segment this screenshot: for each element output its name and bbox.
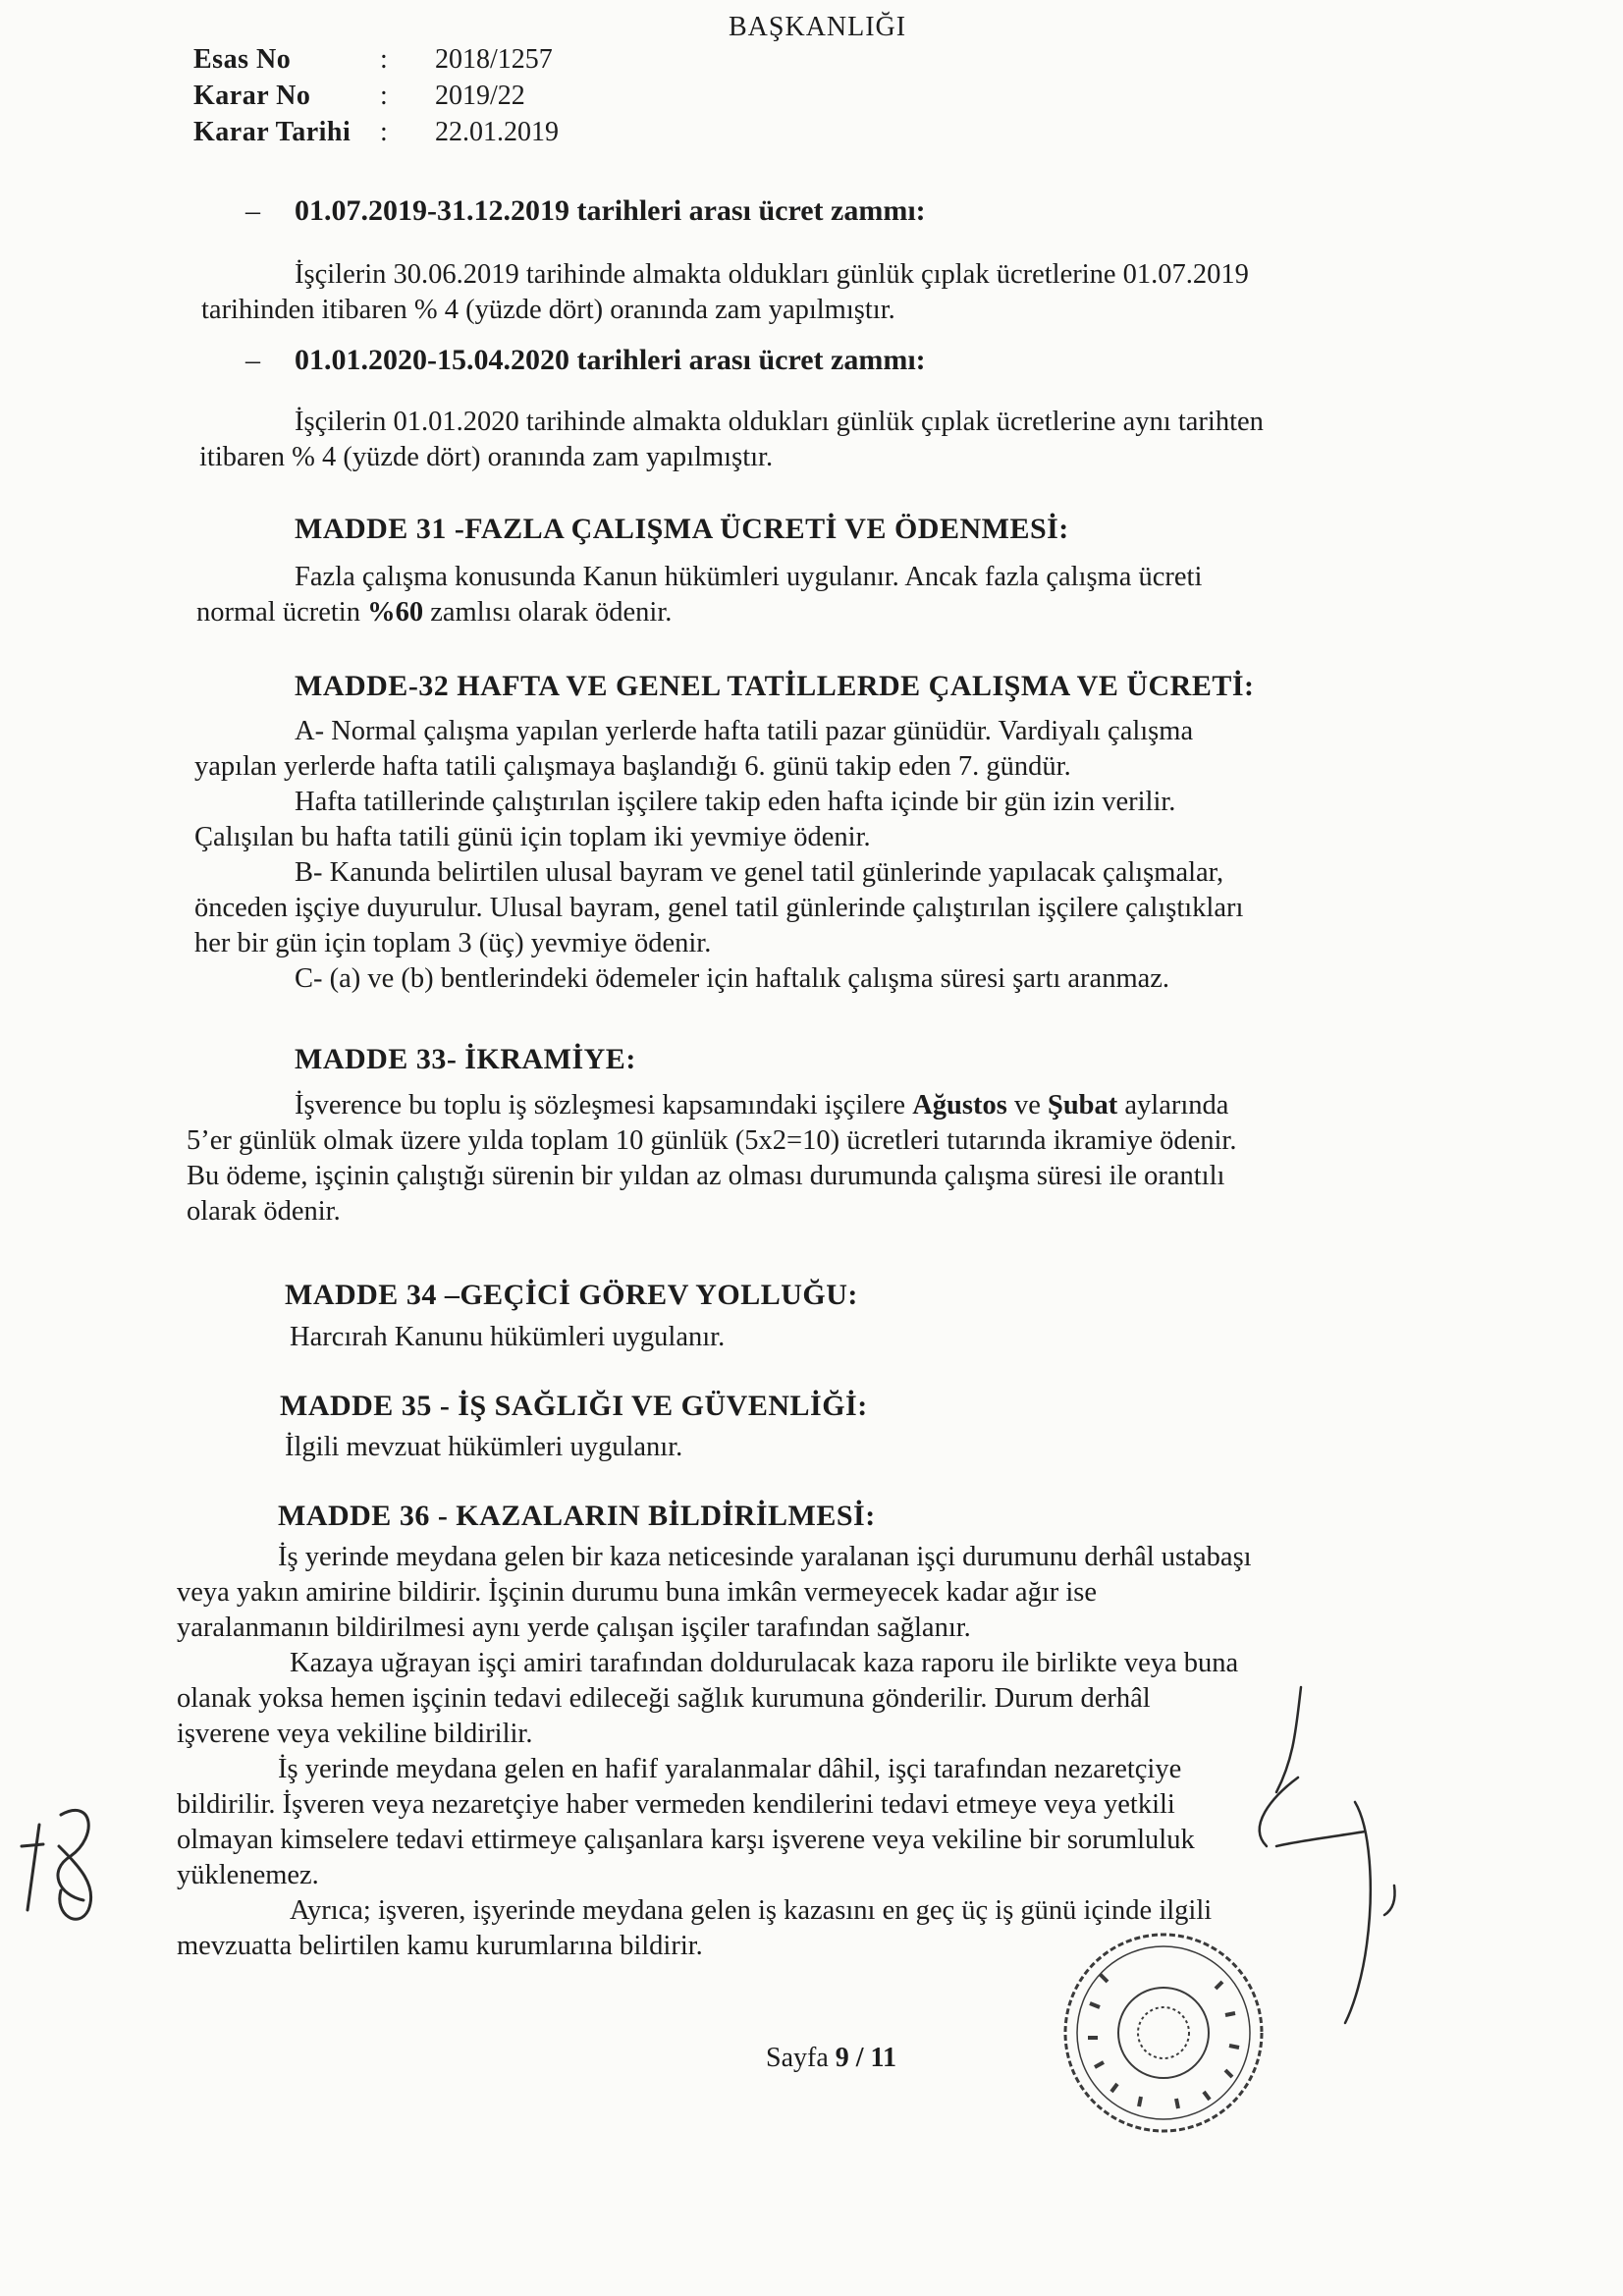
line: işverene veya vekiline bildirilir. (177, 1719, 533, 1749)
article-33-title: MADDE 33- İKRAMİYE: (295, 1043, 636, 1075)
month-august: Ağustos (912, 1090, 1007, 1121)
dash: – (245, 344, 260, 376)
page-header-title: BAŞKANLIĞI (729, 12, 907, 42)
line: Ayrıca; işveren, işyerinde meydana gelen iş kazasını en geç üç iş günü içinde ilgili (290, 1895, 1213, 1926)
text: zamlısı olarak ödenir. (423, 597, 673, 628)
signature-icon (1260, 1687, 1395, 2023)
overtime-rate: %60 (367, 597, 424, 628)
line: İşçilerin 30.06.2019 tarihinde almakta oldukları günlük çıplak ücretlerine 01.07.2019 (295, 259, 1249, 290)
article-32-title: MADDE-32 HAFTA VE GENEL TATİLLERDE ÇALIŞMA VE ÜCRETİ: (295, 670, 1255, 702)
line: B- Kanunda belirtilen ulusal bayram ve genel tatil günlerinde yapılacak çalışmalar, (295, 857, 1224, 888)
text: İşverence bu toplu iş sözleşmesi kapsamındaki işçilere (295, 1090, 913, 1121)
meta-sep: : (380, 117, 388, 147)
dash: – (245, 194, 260, 227)
article-35-title: MADDE 35 - İŞ SAĞLIĞI VE GÜVENLİĞİ: (280, 1390, 868, 1422)
meta-value: 2018/1257 (435, 44, 553, 75)
line: A- Normal çalışma yapılan yerlerde hafta tatili pazar günüdür. Vardiyalı çalışma (295, 716, 1194, 746)
line: tarihinden itibaren % 4 (yüzde dört) oranında zam yapılmıştır. (201, 295, 895, 325)
month-february: Şubat (1047, 1090, 1118, 1121)
line: her bir gün için toplam 3 (üç) yevmiye ödenir. (194, 928, 712, 958)
meta-label: Karar No (193, 81, 311, 111)
line: C- (a) ve (b) bentlerindeki ödemeler için haftalık çalışma süresi şartı aranmaz. (295, 963, 1170, 994)
article-34-body: Harcırah Kanunu hükümleri uygulanır. (290, 1322, 726, 1352)
line: itibaren % 4 (yüzde dört) oranında zam yapılmıştır. (199, 442, 774, 472)
article-31-title: MADDE 31 -FAZLA ÇALIŞMA ÜCRETİ VE ÖDENMESİ: (295, 513, 1069, 545)
meta-value: 22.01.2019 (435, 117, 559, 147)
text: ve (1006, 1090, 1048, 1121)
meta-value: 2019/22 (435, 81, 525, 111)
line: Hafta tatillerinde çalıştırılan işçilere takip eden hafta içinde bir gün izin verilir. (295, 787, 1176, 817)
line: Çalışılan bu hafta tatili günü için toplam iki yevmiye ödenir. (194, 822, 871, 852)
line: veya yakın amirine bildirir. İşçinin durumu buna imkân vermeyecek kadar ağır ise (177, 1577, 1098, 1608)
raise-title: 01.01.2020-15.04.2020 tarihleri arası ücret zammı: (295, 344, 926, 376)
line: yapılan yerlerde hafta tatili çalışmaya başlandığı 6. günü takip eden 7. gündür. (194, 751, 1071, 782)
article-36-title: MADDE 36 - KAZALARIN BİLDİRİLMESİ: (278, 1500, 876, 1532)
line: bildirilir. İşveren veya nezaretçiye haber vermeden kendilerini tedavi etmeye veya yetkili (177, 1789, 1175, 1820)
line: yüklenemez. (177, 1860, 319, 1890)
article-35-body: İlgili mevzuat hükümleri uygulanır. (285, 1432, 683, 1462)
raise-title: 01.07.2019-31.12.2019 tarihleri arası ücret zammı: (295, 194, 926, 227)
line: olmayan kimselere tedavi ettirmeye çalışanlara karşı işverene veya vekiline bir sorumluluk (177, 1825, 1195, 1855)
meta-label: Karar Tarihi (193, 117, 352, 147)
line: Kazaya uğrayan işçi amiri tarafından doldurulacak kaza raporu ile birlikte veya buna (290, 1648, 1239, 1678)
line: İş yerinde meydana gelen bir kaza neticesinde yaralanan işçi durumunu derhâl ustabaşı (278, 1542, 1252, 1572)
page-number: 9 / 11 (835, 2043, 896, 2073)
text: normal ücretin (196, 597, 368, 628)
meta-sep: : (380, 81, 388, 111)
line: önceden işçiye duyurulur. Ulusal bayram, genel tatil günlerinde çalıştırılan işçilere çalıştıkları (194, 893, 1244, 923)
line: İş yerinde meydana gelen en hafif yaralanmalar dâhil, işçi tarafından nezaretçiye (278, 1754, 1182, 1784)
line: İşçilerin 01.01.2020 tarihinde almakta oldukları günlük çıplak ücretlerine aynı tarihten (295, 407, 1264, 437)
line: Fazla çalışma konusunda Kanun hükümleri uygulanır. Ancak fazla çalışma ücreti (295, 562, 1203, 592)
line: yaralanmanın bildirilmesi aynı yerde çalışan işçiler tarafından sağlanır. (177, 1613, 971, 1643)
article-34-title: MADDE 34 –GEÇİCİ GÖREV YOLLUĞU: (285, 1279, 858, 1311)
line: 5’er günlük olmak üzere yılda toplam 10 günlük (5x2=10) ücretleri tutarında ikramiye ödenir. (187, 1125, 1237, 1156)
margin-handwritten-mark (22, 1810, 91, 1919)
line: olanak yoksa hemen işçinin tedavi edileceği sağlık kurumuna gönderilir. Durum derhâl (177, 1683, 1151, 1714)
line: olarak ödenir. (187, 1196, 341, 1227)
meta-sep: : (380, 44, 388, 75)
official-stamp-icon (1065, 1935, 1262, 2131)
meta-label: Esas No (193, 44, 292, 75)
line: mevzuatta belirtilen kamu kurumlarına bildirir. (177, 1931, 703, 1961)
line: Bu ödeme, işçinin çalıştığı sürenin bir yıldan az olması durumunda çalışma süresi ile orantılı (187, 1161, 1225, 1191)
footer-prefix: Sayfa (766, 2043, 836, 2073)
text: aylarında (1117, 1090, 1229, 1121)
